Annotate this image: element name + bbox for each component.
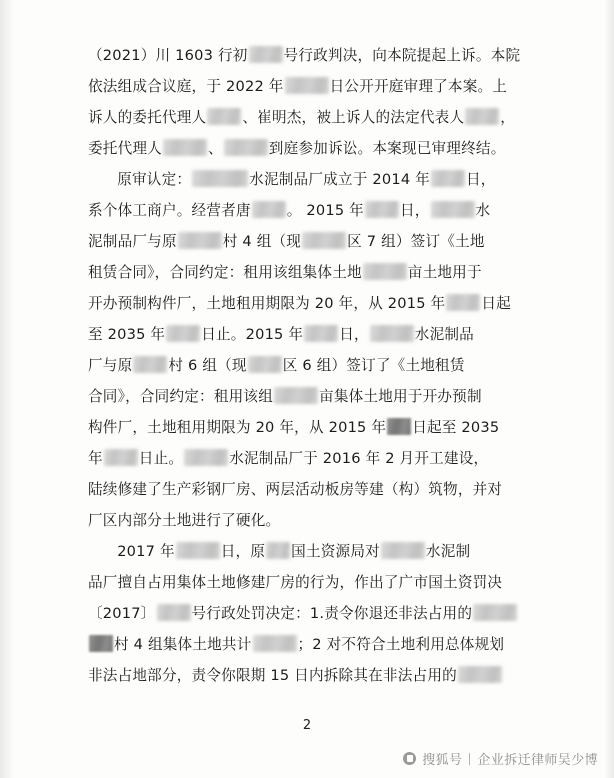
- text-run: 年: [88, 450, 103, 467]
- text-run: 日，: [399, 202, 430, 219]
- text-run: 、: [207, 140, 223, 157]
- page-number: 2: [302, 718, 312, 733]
- scan-edge-left: [0, 0, 14, 778]
- text-run: 日，原: [220, 543, 266, 560]
- text-run: 委托代理人: [88, 140, 162, 157]
- text-run: 水泥制品: [414, 326, 474, 343]
- text-run: 水: [475, 202, 491, 219]
- redaction-block: [163, 139, 207, 156]
- redaction-block: [370, 325, 414, 342]
- text-run: 水泥制: [425, 543, 471, 560]
- text-run: 村 4 组集体土地共计: [114, 636, 252, 653]
- redaction-block: [431, 170, 465, 187]
- text-run: 系个体工商户。经营者唐: [88, 202, 251, 219]
- text-run: 日止。2015 年: [201, 326, 304, 343]
- redaction-block: [458, 666, 502, 683]
- text-run: 开办预制构件厂，土地租用期限为 20 年，从 2015 年: [88, 295, 446, 312]
- paragraph-line: [88, 350, 538, 381]
- text-run: ，: [500, 109, 516, 126]
- text-run: 村 6 组（现: [168, 357, 247, 374]
- redaction-block: [446, 294, 480, 311]
- redaction-block: [285, 77, 329, 94]
- redaction-block: [133, 356, 167, 373]
- text-run: 〔2017〕: [88, 605, 156, 622]
- text-run: ；2 对不符合土地利用总体规划: [297, 636, 505, 653]
- redaction-block: [184, 449, 228, 466]
- redaction-block: [178, 232, 222, 249]
- document-body: [88, 40, 538, 691]
- paragraph-line: [88, 102, 538, 133]
- text-run: 日止。: [138, 450, 184, 467]
- watermark-platform: 搜狐号: [422, 753, 463, 768]
- redaction-block: [104, 449, 138, 466]
- scan-edge-right: [604, 0, 614, 778]
- text-run: 非法占地部分，责令你限期 15 日内拆除其在非法占用的: [88, 667, 457, 684]
- paragraph-line: [88, 567, 538, 598]
- watermark-separator: [469, 753, 470, 765]
- paragraph-line: [88, 71, 538, 102]
- redaction-block: [387, 418, 411, 435]
- redaction-block: [304, 325, 338, 342]
- redaction-block: [365, 201, 399, 218]
- redaction-block: [302, 232, 346, 249]
- paragraph-line: [88, 164, 538, 195]
- redaction-block: [166, 325, 200, 342]
- text-run: 依法组成合议庭，于 2022 年: [88, 78, 284, 95]
- paragraph-line: [88, 133, 538, 164]
- text-run: （2021）川 1603 行初: [88, 47, 248, 64]
- text-run: 亩集体土地用于开办预制: [319, 388, 482, 405]
- paragraph-line: [88, 381, 538, 412]
- redaction-block: [207, 108, 241, 125]
- sohu-logo-icon: [403, 752, 416, 765]
- watermark: [403, 749, 598, 768]
- text-run: 租赁合同》，合同约定：租用该组集体土地: [88, 264, 362, 281]
- redaction-block: [249, 46, 283, 63]
- text-run: 亩土地用于: [407, 264, 482, 281]
- text-run: 日公开开庭审理了本案。上: [329, 78, 508, 95]
- text-run: 诉人的委托代理人: [88, 109, 207, 126]
- paragraph-line: [88, 288, 538, 319]
- paragraph-line: [88, 629, 538, 660]
- redaction-block: [473, 604, 517, 621]
- watermark-author: 企业拆迁律师吴少博: [477, 753, 598, 768]
- text-run: 国土资源局对: [291, 543, 380, 560]
- redaction-block: [176, 542, 220, 559]
- redaction-block: [192, 170, 248, 187]
- redaction-block: [253, 635, 297, 652]
- text-run: 村 4 组（现: [222, 233, 302, 250]
- redaction-block: [252, 201, 286, 218]
- paragraph-line: [88, 536, 538, 567]
- text-run: 区 7 组）签订《土地: [347, 233, 485, 250]
- paragraph-line: [88, 474, 538, 505]
- paragraph-line: [88, 319, 538, 350]
- text-run: 品厂擅自占用集体土地修建厂房的行为，作出了广市国土资罚决: [88, 574, 503, 591]
- text-run: 、崔明杰，被上诉人的法定代表人: [242, 109, 465, 126]
- text-run: 水泥制品厂于 2016 年 2 月开工建设，: [229, 450, 489, 467]
- paragraph-line: [88, 660, 538, 691]
- text-run: 水泥制品厂成立于 2014 年: [249, 171, 430, 188]
- text-run: 陆续修建了生产彩钢厂房、两层活动板房等建（构）筑物，并对: [88, 481, 503, 498]
- redaction-block: [266, 542, 290, 559]
- text-run: 厂与原: [88, 357, 133, 374]
- paragraph-line: [88, 257, 538, 288]
- text-run: 日，: [465, 171, 496, 188]
- redaction-block: [381, 542, 425, 559]
- text-run: 日起: [481, 295, 511, 312]
- text-run: 到庭参加诉讼。本案现已审理终结。: [268, 140, 506, 157]
- text-run: 合同》，合同约定：租用该组: [88, 388, 274, 405]
- redaction-block: [89, 635, 113, 652]
- text-run: 号行政判决，向本院提起上诉。本院: [283, 47, 521, 64]
- text-run: 构件厂，土地租用期限为 20 年，从 2015 年: [88, 419, 387, 436]
- text-run: 2017 年: [117, 543, 175, 560]
- paragraph-line: [88, 505, 538, 536]
- text-run: 区 6 组）签订了《土地租赁: [282, 357, 465, 374]
- text-run: 至 2035 年: [88, 326, 166, 343]
- text-run: 。 2015 年: [286, 202, 364, 219]
- redaction-block: [363, 263, 407, 280]
- redaction-block: [431, 201, 475, 218]
- text-run: 日，: [339, 326, 369, 343]
- text-run: 泥制品厂与原: [88, 233, 177, 250]
- redaction-block: [224, 139, 268, 156]
- paragraph-line: [88, 195, 538, 226]
- redaction-block: [274, 387, 318, 404]
- redaction-block: [248, 356, 282, 373]
- paragraph-line: [88, 40, 538, 71]
- text-run: 日起至 2035: [412, 419, 500, 436]
- text-run: 号行政处罚决定：1.责令你退还非法占用的: [191, 605, 473, 622]
- paragraph-line: [88, 443, 538, 474]
- text-run: 原审认定：: [117, 171, 192, 188]
- redaction-block: [157, 604, 191, 621]
- paragraph-line: [88, 598, 538, 629]
- paragraph-line: [88, 226, 538, 257]
- text-run: 厂区内部分土地进行了硬化。: [88, 512, 281, 529]
- redaction-block: [465, 108, 499, 125]
- paragraph-line: [88, 412, 538, 443]
